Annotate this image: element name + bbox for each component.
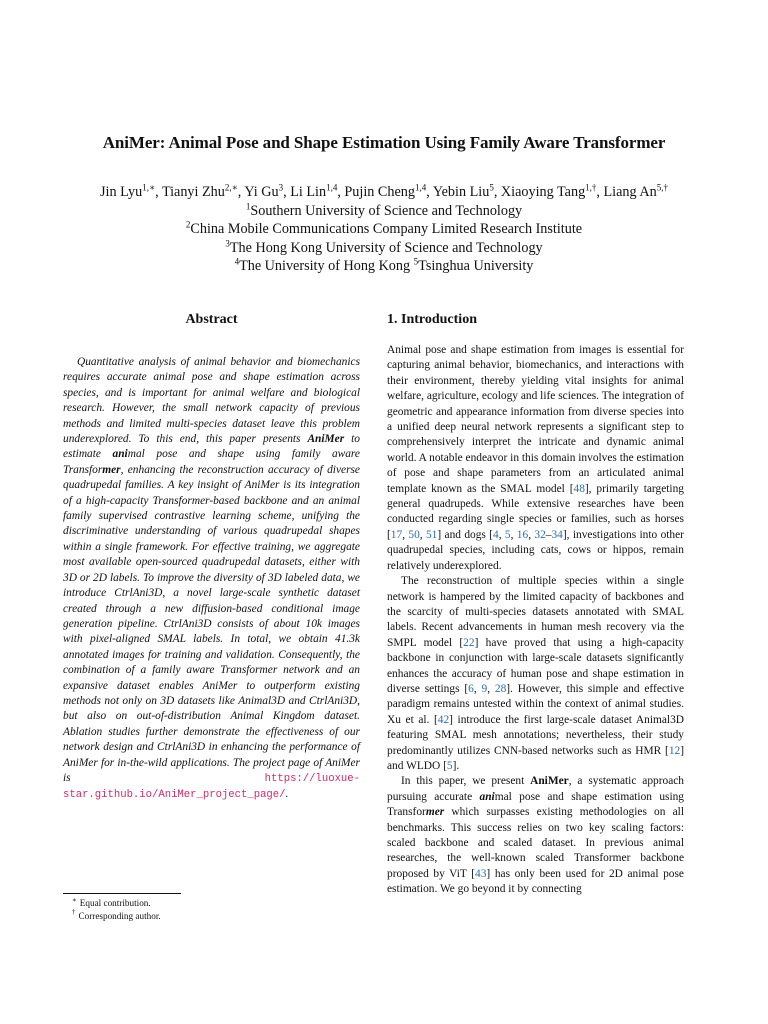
- author-list: Jin Lyu$^{1,∗}$, Tianyi Zhu$^{2,∗}$, Yi Gu$^3$, Li Lin$^{1,4}$, Pujin Cheng$^{1,4}$, Yebin Liu$^5$, Xiaoying Tang$^{1,\dagger}$, Liang $An^{5,\dagger}$: [100, 182, 668, 200]
- citation-link[interactable]: 34: [551, 528, 563, 541]
- citation-link[interactable]: 9: [481, 682, 488, 695]
- citation-link[interactable]: 6: [468, 682, 474, 695]
- method-name: AniMer: [307, 433, 345, 446]
- affiliation-mark: 3: [225, 238, 230, 249]
- citation-link[interactable]: 32: [534, 528, 546, 541]
- footnote-divider: [63, 893, 181, 894]
- author: Yebin Liu: [432, 184, 490, 200]
- affiliation-mark: 2: [185, 219, 191, 230]
- method-name: AniMer: [530, 775, 569, 788]
- author: Liang An: [603, 184, 657, 200]
- footnote-corresponding-author: † Corresponding author.: [72, 908, 161, 921]
- citation-link[interactable]: 17: [390, 528, 403, 541]
- citation-link[interactable]: 50: [408, 528, 420, 541]
- citation-link[interactable]: 4: [492, 528, 499, 541]
- author: Yi Gu: [244, 184, 279, 200]
- intro-paragraph: Animal pose and shape estimation from images is essential for capturing animal behavior, biomechanics, and interactions with their environment, thereby yielding vital insights for animal welfare, agriculture, ecology and life sciences. The integration of geometric and appearance information from diverse species into a unified deep neural network represents a significant step to comprehensively interpret the intricate and dynamic animal world. A notable endeavor in this domain involves the estimation of pose and shape parameters from an articulated animal template known as the SMAL model [48], primarily targeting general quadrupeds. While extensive researches have been conducted regarding single species or families, such as horses [17, 50, 51] and dogs [4, 5, 16, 32–34], investigations into other quadrupedal species, including cats, cows or hippos, remain relatively underexplored.: [387, 344, 684, 572]
- citation-link[interactable]: 42: [437, 713, 450, 726]
- author-mark: 3: [278, 182, 284, 193]
- citation-link[interactable]: 43: [475, 867, 487, 880]
- affiliation: [0, 257, 768, 276]
- author-mark: 1,∗: [142, 182, 156, 193]
- citation-link[interactable]: 28: [494, 682, 507, 695]
- footnotes: [72, 897, 161, 922]
- footnote-equal-contribution: ∗ Equal contribution.: [72, 895, 151, 908]
- author-mark: 2,∗: [224, 182, 238, 193]
- abstract-paragraph: Quantitative analysis of animal behavior and biomechanics requires accurate animal pose and shape estimation across species, and is important for animal welfare and biological research. However, the small network capacity of previous methods and limited multi-species dataset leave this problem underexplored. To this end, this paper presents AniMer to estimate animal pose and shape using family aware Transformer, enhancing the reconstruction accuracy of diverse quadrupedal families. A key insight of AniMer is its integration of a high-capacity Transformer-based backbone and an animal family supervised contrastive learning scheme, unifying the discriminative understanding of various quadrupedal shapes within a single framework. For effective training, we aggregate most available open-sourced quadrupedal datasets, either with 3D or 2D labels. To improve the diversity of 3D labeled data, we introduce CtrlAni3D, a novel large-scale synthetic dataset created through a new diffusion-based conditional image generation pipeline. CtrlAni3D consists of about 10k images with pixel-aligned SMAL labels. In total, we obtain 41.3k annotated images for training and validation. Consequently, the combination of a family aware Transformer network and an expansive dataset enables AniMer to outperform existing methods not only on 3D datasets like Animal3D and CtrlAni3D, but also on out-of-distribution Animal Kingdom dataset. Ablation studies further demonstrate the effectiveness of our network design and CtrlAni3D in enhancing the performance of AniMer for in-the-wild applications. The project page of AniMer is https://luoxue-star.github.io/AniMer_project_page/.: [63, 356, 360, 802]
- citation-link[interactable]: 51: [425, 528, 438, 541]
- project-page-link[interactable]: https://luoxue-star.github.io/AniMer_project_page/: [63, 772, 360, 802]
- affiliation: [0, 202, 768, 221]
- citation-link[interactable]: 48: [573, 482, 585, 495]
- intro-paragraph: The reconstruction of multiple species within a single network is hampered by the limited capacity of backbones and the scarcity of multi-species datasets annotated with SMAL labels. Recent advancements in human mesh recovery via the SMPL model [22] have proved that using a high-capacity backbone in conjunction with large-scale datasets significantly enhances the accuracy of human pose and shape estimation in diverse settings [6, 9, 28]. However, this simple and effective paradigm remains untested within the context of animal studies. Xu et al. [42] introduce the first large-scale dataset Animal3D featuring SMAL mesh annotations; nevertheless, their study predominantly utilizes CNN-based networks such as HMR [12] and WLDO [5].: [387, 575, 685, 772]
- intro-paragraph: In this paper, we present AniMer, a systematic approach pursuing accurate animal pose and shape estimation using Transformer which surpasses existing methodologies on all benchmarks. This success relies on two key scaling factors: scaled backbone and scaled dataset. In previous animal researches, the well-known scaled Transformer backbone proposed by ViT [43] has only been used for 2D animal pose estimation. We go beyond it by connecting: [387, 775, 685, 896]
- abstract-body: [63, 355, 360, 804]
- affiliation-text: China Mobile Communications Company Limited Research Institute: [190, 221, 583, 238]
- affiliation-text: The University of Hong Kong: [239, 258, 411, 275]
- citation-link[interactable]: 22: [463, 636, 475, 649]
- affiliation-mark: 5: [413, 256, 419, 267]
- author-mark: 1,4: [414, 182, 427, 193]
- author-mark: 1,†: [585, 182, 597, 193]
- introduction-body: [387, 343, 684, 898]
- affiliation-mark: 1: [245, 200, 251, 211]
- author: Pujin Cheng: [344, 184, 415, 200]
- abstract-heading: Abstract: [185, 312, 238, 327]
- citation-link[interactable]: 5: [446, 759, 453, 772]
- paper-title: AniMer: Animal Pose and Shape Estimation Using Family Aware Transformer: [102, 133, 666, 152]
- affiliation-mark: 4: [234, 256, 240, 267]
- affiliation-text: Tsinghua University: [418, 258, 534, 275]
- author: Xiaoying Tang: [500, 184, 586, 200]
- citation-link[interactable]: 12: [668, 744, 681, 757]
- author-mark: 5,†: [656, 182, 668, 193]
- author-mark: 1,4: [326, 182, 338, 193]
- citation-link[interactable]: 16: [516, 528, 529, 541]
- author-mark: 5: [489, 182, 494, 193]
- author: Li Lin: [290, 184, 327, 200]
- author: Jin Lyu: [100, 184, 143, 200]
- author: Tianyi Zhu: [161, 184, 225, 200]
- author-block: [0, 183, 768, 276]
- affiliation-text: The Hong Kong University of Science and Technology: [229, 239, 543, 256]
- citation-link[interactable]: 5: [504, 528, 511, 541]
- affiliation: [0, 239, 768, 258]
- affiliation-text: Southern University of Science and Technology: [250, 202, 523, 219]
- introduction-heading: 1. Introduction: [387, 312, 477, 327]
- affiliation: [0, 220, 768, 239]
